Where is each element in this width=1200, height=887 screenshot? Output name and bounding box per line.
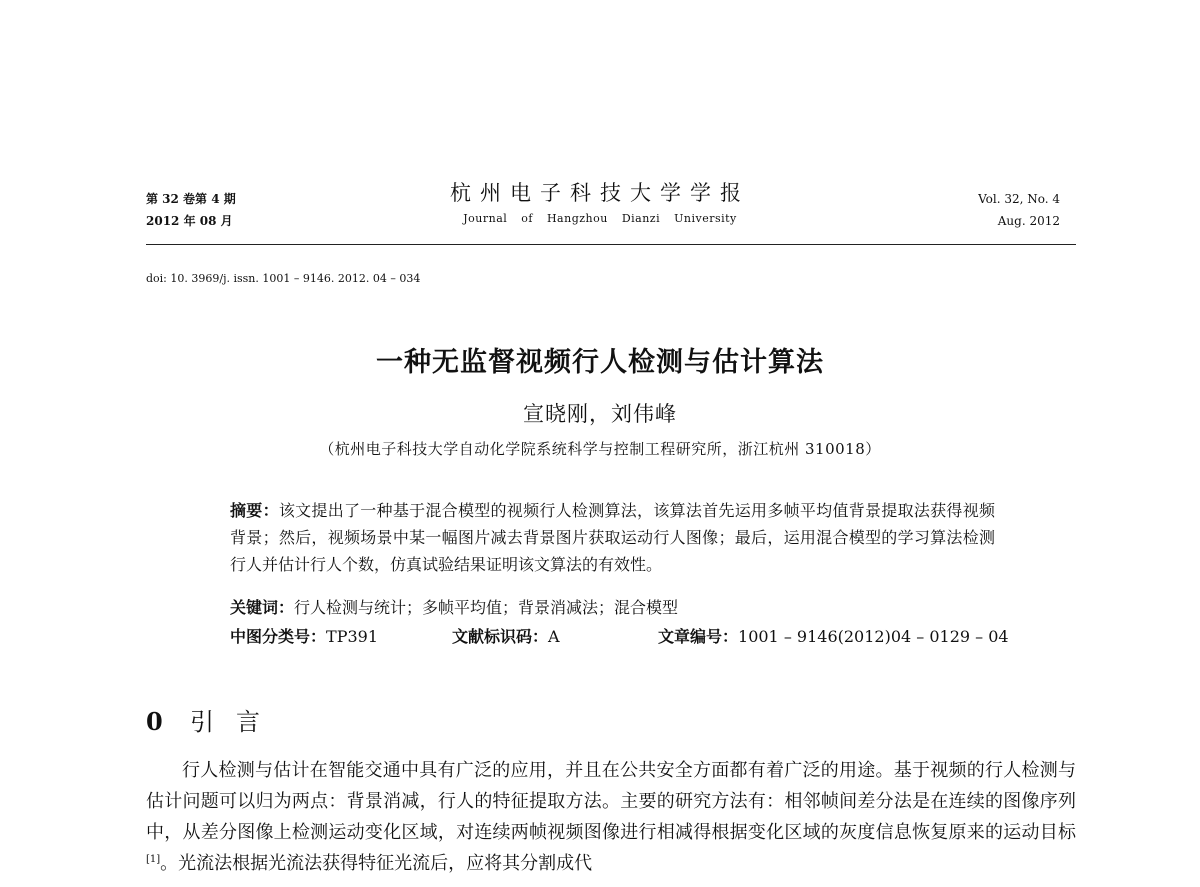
- doc-code-label: 文献标识码：: [452, 627, 549, 646]
- section-number: 0: [146, 707, 163, 736]
- abstract-label: 摘要：: [230, 501, 279, 520]
- document-code: [452, 625, 560, 649]
- journal-name-en: Journal of Hangzhou Dianzi University: [463, 212, 737, 225]
- body-paragraph: [146, 755, 1076, 879]
- keywords: [230, 596, 678, 620]
- authors: 宣晓刚，刘伟峰: [523, 402, 677, 426]
- body-text-continued: 。光流法根据光流法获得特征光流后，应将其分割成代: [160, 853, 593, 874]
- clc-label: 中图分类号：: [230, 627, 327, 646]
- article-number: [658, 625, 1009, 649]
- volume-issue-en: Vol. 32, No. 4: [978, 192, 1060, 206]
- clc-value: TP391: [326, 627, 378, 646]
- clc-number: [230, 625, 378, 649]
- section-heading: [146, 702, 282, 737]
- journal-name-cn: 杭州电子科技大学学报: [450, 181, 750, 205]
- article-number-label: 文章编号：: [658, 627, 739, 646]
- doi: doi: 10. 3969/j. issn. 1001 – 9146. 2012. 04 – 034: [146, 272, 421, 285]
- section-title: 引言: [190, 708, 282, 736]
- date-en: Aug. 2012: [997, 214, 1060, 228]
- citation-ref: [1]: [146, 854, 161, 865]
- header-rule: [146, 244, 1076, 245]
- doc-code-value: A: [548, 627, 560, 646]
- paper-title: 一种无监督视频行人检测与估计算法: [376, 347, 824, 378]
- abstract-text: 该文提出了一种基于混合模型的视频行人检测算法，该算法首先运用多帧平均值背景提取法获得视频背景；然后，视频场景中某一幅图片减去背景图片获取运动行人图像；最后，运用混合模型的学习算法检测行人并估计行人个数，仿真试验结果证明该文算法的有效性。: [230, 501, 995, 574]
- date-cn: 2012 年 08 月: [146, 214, 233, 228]
- volume-issue-cn: 第 32 卷第 4 期: [146, 192, 236, 206]
- article-number-value: 1001 – 9146(2012)04 – 0129 – 04: [738, 627, 1009, 646]
- affiliation: （杭州电子科技大学自动化学院系统科学与控制工程研究所，浙江杭州 310018）: [319, 440, 881, 458]
- journal-issue-en: [978, 188, 1060, 232]
- body-text: 行人检测与估计在智能交通中具有广泛的应用，并且在公共安全方面都有着广泛的用途。基于视频的行人检测与估计问题可以归为两点：背景消减，行人的特征提取方法。主要的研究方法有：相邻帧间差分法是在连续的图像序列中，从差分图像上检测运动变化区域，对连续两帧视频图像进行相减得根据变化区域的灰度信息恢复原来的运动目标: [146, 760, 1076, 843]
- keywords-label: 关键词：: [230, 598, 295, 617]
- keywords-text: 行人检测与统计；多帧平均值；背景消减法；混合模型: [294, 598, 679, 617]
- abstract: [230, 497, 995, 578]
